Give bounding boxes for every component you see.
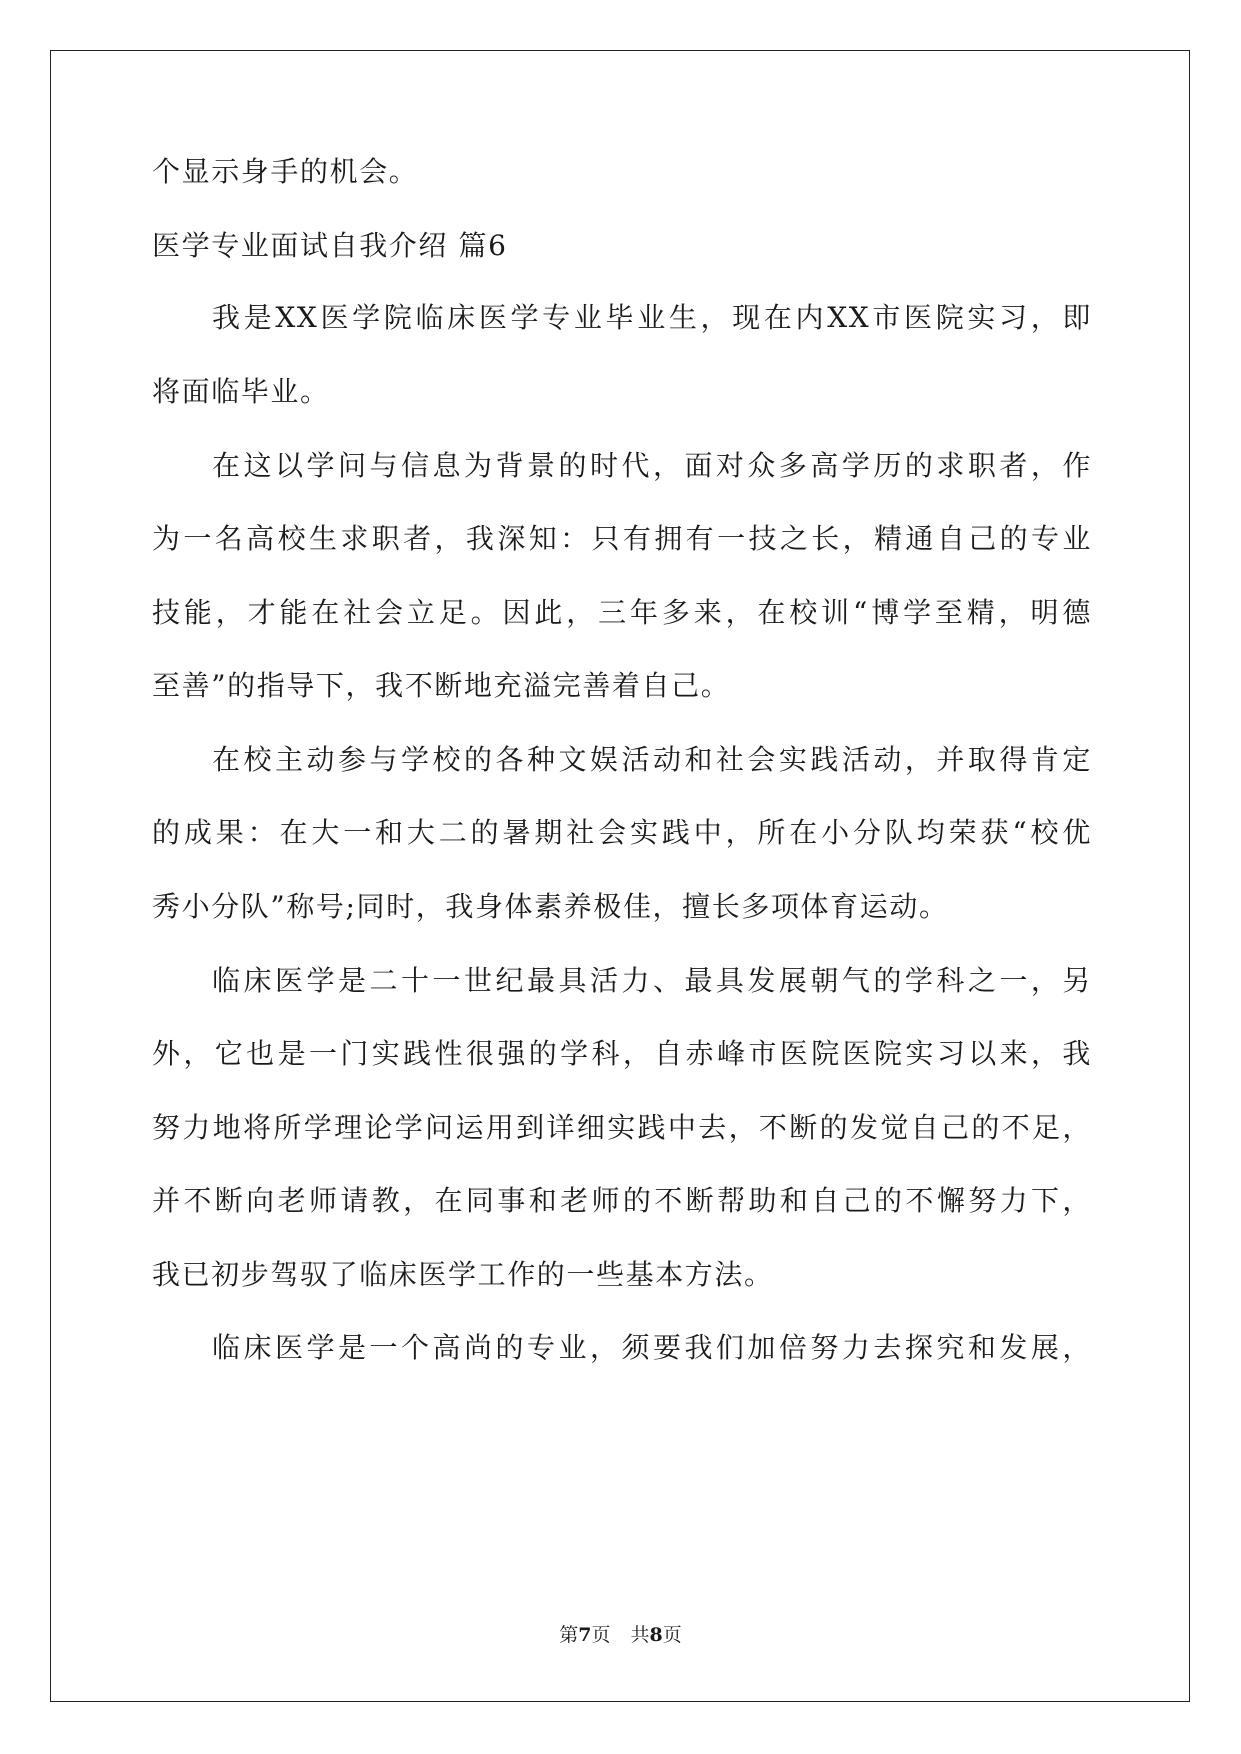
page-prefix: 第 bbox=[559, 1624, 579, 1646]
paragraph-line: 临床医学是二十一世纪最具活力、最具发展朝气的学科之一，另 bbox=[212, 964, 1092, 997]
paragraph-line: 将面临毕业。 bbox=[152, 375, 330, 408]
current-page-number: 7 bbox=[578, 1624, 592, 1646]
paragraph-line: 在校主动参与学校的各种文娱活动和社会实践活动，并取得肯定 bbox=[212, 743, 1092, 776]
paragraph-line: 我是XX医学院临床医学专业毕业生，现在内XX市医院实习，即 bbox=[212, 301, 1092, 334]
page-footer bbox=[0, 1623, 1241, 1647]
paragraph-line: 外，它也是一门实践性很强的学科，自赤峰市医院医院实习以来，我 bbox=[152, 1037, 1092, 1070]
total-page-number: 8 bbox=[649, 1624, 663, 1646]
paragraph-line: 技能，才能在社会立足。因此，三年多来，在校训“博学至精，明德 bbox=[152, 596, 1092, 629]
total-suffix: 页 bbox=[662, 1624, 682, 1646]
paragraph-line: 至善”的指导下，我不断地充溢完善着自己。 bbox=[152, 669, 731, 702]
paragraph-line: 我已初步驾驭了临床医学工作的一些基本方法。 bbox=[152, 1258, 774, 1291]
paragraph-line: 临床医学是一个高尚的专业，须要我们加倍努力去探究和发展， bbox=[212, 1331, 1092, 1364]
paragraph-line: 并不断向老师请教，在同事和老师的不断帮助和自己的不懈努力下， bbox=[152, 1184, 1092, 1217]
paragraph-line: 秀小分队”称号;同时，我身体素养极佳，擅长多项体育运动。 bbox=[152, 890, 949, 923]
paragraph-line: 为一名高校生求职者，我深知：只有拥有一技之长，精通自己的专业 bbox=[152, 522, 1092, 555]
paragraph-continuation: 个显示身手的机会。 bbox=[152, 155, 419, 188]
paragraph-line: 努力地将所学理论学问运用到详细实践中去，不断的发觉自己的不足， bbox=[152, 1111, 1092, 1144]
section-heading: 医学专业面试自我介绍 篇6 bbox=[152, 229, 508, 262]
page-suffix: 页 bbox=[591, 1624, 611, 1646]
total-prefix: 共 bbox=[630, 1624, 650, 1646]
paragraph-line: 在这以学问与信息为背景的时代，面对众多高学历的求职者，作 bbox=[212, 449, 1092, 482]
paragraph-line: 的成果：在大一和大二的暑期社会实践中，所在小分队均荣获“校优 bbox=[152, 816, 1092, 849]
